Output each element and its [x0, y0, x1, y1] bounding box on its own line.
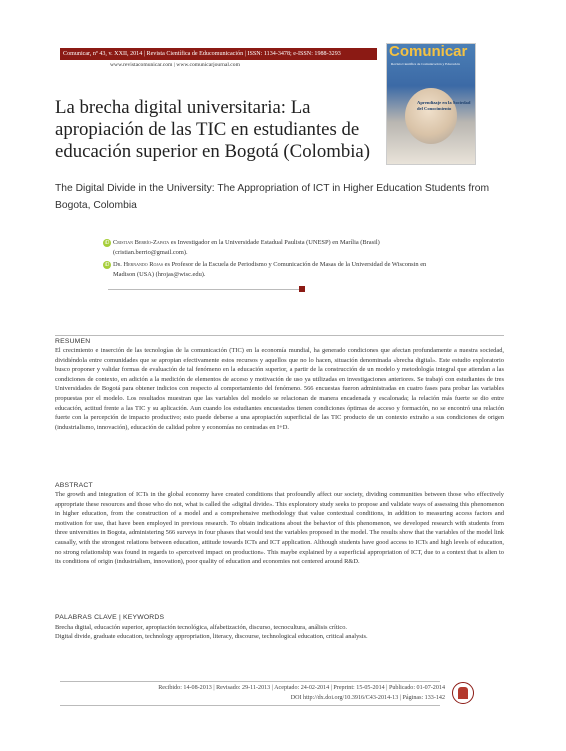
comunicar-logo-icon	[452, 682, 474, 704]
journal-web-links[interactable]: www.revistacomunicar.com | www.comunicarjournal.com	[110, 62, 240, 68]
author-divider	[108, 289, 299, 290]
journal-header-text: Comunicar, nº 43, v. XXII, 2014 | Revista Científica de Educomunicación | ISSN: 1134-3478; e-ISSN: 1988-3293	[63, 51, 341, 57]
footer-doi[interactable]: DOI http://dx.doi.org/10.3916/C43-2014-13 | Páginas: 133-142	[290, 695, 445, 701]
keywords-es: Brecha digital, educación superior, apropiación tecnológica, alfabetización, discurso, tecnocultura, análisis crítico.	[55, 624, 347, 631]
section-divider	[55, 335, 504, 336]
footer-dates: Recibido: 14-08-2013 | Revisado: 29-11-2013 | Aceptado: 24-02-2014 | Preprint: 15-05-2014 | Publicado: 01-07-2014	[158, 685, 445, 691]
footer-rule-top	[60, 681, 440, 682]
author-2-name: Dr. Hernando Rojas	[113, 261, 164, 268]
cover-child-photo	[405, 88, 457, 144]
author-2	[113, 260, 448, 280]
footer-rule-bottom	[60, 705, 440, 706]
cover-caption: Aprendizaje en la Sociedad del Conocimiento	[417, 100, 471, 111]
author-1	[113, 238, 448, 258]
orcid-icon[interactable]: iD	[104, 262, 110, 268]
cover-subtitle: Revista Científica de Comunicación y Educación	[391, 62, 460, 66]
author-1-name: Cristian Berrío-Zapata	[113, 239, 170, 246]
article-title-es: La brecha digital universitaria: La apropiación de las TIC en estudiantes de educación superior en Bogotá (Colombia)	[55, 97, 371, 162]
author-2-affiliation: es Profesor de la Escuela de Periodismo y Comunicación de Masas de la Universidad de Wisconsin en Madison (USA) (hrojas@wisc.edu).	[113, 261, 427, 278]
author-1-affiliation: es Investigador en la Universidade Estadual Paulista (UNESP) en Marília (Brasil) (cristian.berrio@gmail.com).	[113, 239, 380, 256]
abstract-text: The growth and integration of ICTs in the global economy have created conditions that profoundly affect our society, dividing communities between those who effectively appropriate these resources and those who do not, what is called the «digital divide». This exploratory study seeks to propose and validate ways of assessing this phenomenon in higher education, from the construction of a model and a comprehensive methodology that value contextual conditions, in addition to measuring access factors and motivation for use, that have been employed in previous research. To obtain indications about the behavior of this phenomenon, we developed research with students from three universities in Bogota, administering 566 surveys in four phases that would test the variables proposed in the model. The results show that the variables of the model link causally, with the strongest relations between education, attitude towards ICTs and ICT application. Although students have good access to ICTs and high levels of education, no strong relationship was found in regards to «perceived impact on production». This maybe explained by a superficial appropriation of ICT, due to a context that is alien to its conditions of origin (industrialism, innovation), poor quality of education and economies not centered around R&D.	[55, 491, 504, 566]
orcid-icon[interactable]: iD	[104, 240, 110, 246]
journal-cover-image	[386, 43, 476, 165]
abstract-heading: ABSTRACT	[55, 482, 93, 489]
keywords-en: Digital divide, graduate education, technology appropriation, literacy, discourse, technological education, critical analysis.	[55, 633, 368, 640]
article-title-en: The Digital Divide in the University: The Appropriation of ICT in Higher Education Students from Bogota, Colombia	[55, 183, 490, 211]
author-divider-square	[299, 286, 305, 292]
cover-title: Comunicar	[389, 43, 468, 60]
resumen-text: El crecimiento e inserción de las tecnologías de la comunicación (TIC) en la economía mundial, ha generado condiciones que afectan profundamente a nuestra sociedad, dividiéndola entre comunidades que se apropian efectivamente estos recursos y aquellos que no lo hacen, situación denominada «brecha digital». Este estudio exploratorio busco proponer y validar formas de evaluación de tal fenómeno en la educación superior, a partir de la construcción de un modelo y metodología integral que atiendan a las condiciones de contexto, en adición a la medición de elementos de acceso y motivación de uso ya utilizadas en investigaciones anteriores. Se trabajó con estudiantes de tres Universidades de Bogotá para obtener indicios con respecto al comportamiento del fenómeno. 566 encuestas fueron administradas en cuatro fases para probar las variables propuestas por el modelo. Los resultados muestran que las variables del modelo se relacionan de manera encadenada y escalonada; la relación más fuerte se dio entre educación, actitud frente a las TIC y su aplicación. Aun cuando los estudiantes encuestados tienen condiciones óptimas de acceso y formación, no se encontró una relación fuerte con la percepción de impacto productivo; esto puede deberse a una apropiación superficial de las TIC producto de un contexto extraño a sus condiciones de origen (industrialismo, innovación), educación de calidad pobre y economías no centradas en I+D.	[55, 347, 504, 431]
resumen-heading: RESUMEN	[55, 338, 91, 345]
keywords-heading: PALABRAS CLAVE | KEYWORDS	[55, 614, 165, 621]
logo-mark	[458, 687, 468, 699]
